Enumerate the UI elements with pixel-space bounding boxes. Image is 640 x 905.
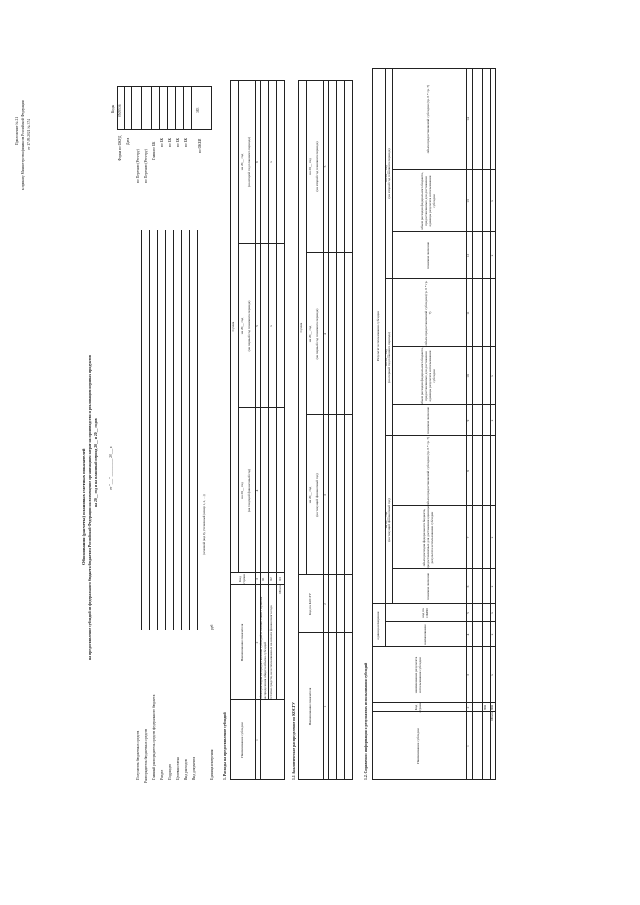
s12-num: 11 (466, 311, 471, 315)
s12-num: 12 (466, 253, 471, 258)
s12-col-subsidy: Наименование субсидии (416, 728, 421, 764)
unit-label: Единица измерения: (210, 748, 214, 780)
s1-row-code: 02 (269, 577, 274, 581)
s1-row-code: 01 (261, 577, 266, 581)
s11-col-year2-sub: (на первый год планового периода) (315, 308, 320, 360)
s12-col-unit-okei: код по ОКЕИ (420, 608, 429, 618)
s12-col-result-name: наименование результата использования субсидии (414, 656, 422, 694)
s12-x: х (490, 200, 495, 202)
s12-num: 3 (466, 674, 471, 676)
s12-row-code: 900 (483, 704, 488, 711)
s12-col-unit-name: наименование (422, 624, 427, 645)
s11-col-indicator: Наименование показателя (307, 687, 312, 726)
s1-col-year2-sub: (на первый год планового периода) (247, 300, 252, 352)
s1-row-text: Остатки средств, не использованных на начало финансового года (269, 605, 274, 700)
s11-col-year3-sub: (на второй год планового периода) (315, 141, 320, 192)
s11-num: 4 (322, 333, 327, 335)
s12-x: х (490, 674, 495, 676)
s12-group1-sub: (на текущий финансовый год) (387, 498, 392, 542)
document-subtitle: на предоставление субсидий из федерального бюджета бюджетам Российской Федерации на возмещение организациям затрат на производство и реализацию игровых продуктов (88, 355, 92, 660)
field-target-label: Целевая статья (176, 757, 180, 780)
s12-sub-total: объем предоставляемой субсидии (гр. 6 * гр. 7) (424, 280, 432, 346)
s12-col-results: Результат использования субсидии (375, 310, 380, 362)
field-recipient-label: Получатель бюджетных средств (136, 730, 140, 780)
s11-num: 5 (322, 165, 327, 168)
s1-col-indicator: Наименование показателя (239, 623, 244, 662)
s1-col-year3-sub: (на второй год планового периода) (247, 137, 252, 187)
s1-num: 2 (254, 641, 259, 644)
document-period: на 20__ год и на плановый период 20__ и 20__ годов (94, 418, 98, 507)
document-date: от "___" __________ 20___ г. (109, 445, 113, 490)
s12-x: х (490, 536, 495, 539)
s1-num: 4 (254, 489, 259, 492)
s11-num: 2 (322, 603, 327, 605)
s11-col-kosgu: Код по КОСГУ (307, 593, 312, 615)
date-label: Дата (126, 137, 130, 145)
field-recipient-code: по Перечню (Реестру) (136, 149, 140, 183)
s12-x: х (490, 254, 495, 257)
section11-title: 1.1 Аналитическое распределение по КОСГУ (292, 702, 296, 780)
section12-title: 1.2. Справочно: информация о результатах использования субсидий (364, 662, 368, 780)
document-title: Обоснования (расчеты) плановых сметных показателей (81, 448, 86, 565)
s12-group2-sub: (на первый год планового периода) (387, 332, 392, 383)
s12-sub-total: объем предоставляемой субсидии (гр. 6 * гр. 7) (426, 84, 431, 154)
s1-col-sum: Сумма (231, 321, 236, 332)
s11-num: 3 (322, 494, 327, 496)
s12-group2: на 20__ год (384, 349, 389, 366)
okud-label: Форма по ОКУД (118, 135, 122, 161)
s12-x: х (490, 419, 495, 422)
appendix-number: Приложение № 21 (15, 116, 19, 145)
s12-group1: на 20__ год (384, 511, 389, 529)
field-section-label: Раздел (160, 769, 164, 780)
field-main-distributor-label: Главный распорядитель средств федерального бюджета (152, 694, 156, 780)
s12-sub-volume: объем расходов федерального бюджета, предоставляемых для достижения единицы результата использования субсидии (422, 506, 434, 569)
s1-num: 3 (254, 578, 259, 580)
field-section-code: по БК (160, 137, 164, 147)
s12-col-code: Код строки (414, 702, 422, 713)
field-main-distributor-code: Глава по БК (152, 141, 156, 160)
unit-value: руб (210, 624, 214, 630)
appendix-order: к приказу Министерства финансов Российской Федерации (21, 100, 25, 190)
okei-code: 383 (196, 107, 200, 113)
s12-total-code: 900 (490, 704, 495, 711)
s12-num: 7 (466, 536, 471, 539)
s12-sub-volume: объем расходов федерального бюджета, предоставляемых для достижения единицы результата использования субсидии (420, 347, 436, 405)
s12-x: х (490, 585, 495, 588)
doc-type-note: (основной (код 0), уточненный (номер 1, 2, …)) (202, 494, 206, 555)
s1-x: х (269, 161, 274, 163)
section1-title: 1. Расходы на предоставление субсидий (223, 712, 227, 780)
s12-num: 1 (466, 745, 471, 747)
s1-col-year1-sub: (на текущий финансовый год) (247, 468, 252, 513)
s12-num: 13 (466, 199, 471, 203)
s12-num: 10 (466, 374, 471, 378)
field-doc-type-label: Вид документа (192, 756, 196, 780)
s12-sub-plan: плановое значение (426, 406, 431, 435)
s12-total-label: Итого (490, 712, 495, 721)
s12-col-unit: единица измерения (375, 611, 380, 640)
s1-col-subsidy: Наименование субсидии (239, 722, 244, 758)
s12-x: х (490, 633, 495, 636)
s11-num: 1 (322, 705, 327, 708)
s11-col-year1: на 20__ год (308, 486, 313, 504)
s12-group3-sub: (на второй год планового периода) (387, 148, 392, 199)
field-expense-type-label: Вид расходов (184, 759, 188, 780)
s12-sub-plan: плановое значение (426, 241, 431, 270)
s12-num: 6 (466, 585, 471, 588)
s1-col-code: Код строки (237, 574, 246, 584)
s12-x: х (490, 375, 495, 377)
s11-col-year2: на 20__ год (308, 325, 313, 343)
s12-sub-volume: объем расходов федерального бюджета, предоставляемых для достижения единицы результата использования субсидии (420, 172, 436, 230)
s1-total-code: 03 (277, 577, 282, 581)
appendix-date: от 17.09.2021 № 374 (27, 118, 31, 150)
s1-x: х (269, 325, 274, 327)
field-subsection-label: Подраздел (168, 763, 172, 780)
field-target-code: по БК (176, 137, 180, 147)
s1-num: 5 (254, 325, 259, 327)
field-distributor-code: по Перечню (Реестру) (144, 149, 148, 183)
s12-num: 2 (466, 706, 471, 709)
okud-code: 0505536 (118, 104, 122, 117)
s1-col-year2: на 20__ год (240, 317, 245, 335)
s12-sub-plan: плановое значение (426, 572, 431, 601)
field-distributor-label: Распорядитель бюджетных средств (144, 728, 148, 783)
s12-num: 14 (466, 117, 471, 121)
s1-col-year3: на 20__ год (240, 153, 245, 171)
s11-col-year1-sub: (на текущий финансовый год) (315, 473, 320, 517)
s11-col-sum: Сумма (299, 322, 304, 333)
s1-total-label: Итого (277, 585, 282, 594)
s1-num: 1 (254, 739, 259, 741)
s11-col-year3: на 20__ год (308, 158, 313, 175)
s1-col-year1: на 20__ год (240, 482, 245, 499)
s12-num: 5 (466, 612, 471, 614)
s12-x: х (490, 612, 495, 614)
s12-num: 4 (466, 633, 471, 636)
okei-label: по ОКЕИ (198, 138, 202, 153)
field-subsection-code: по БК (168, 137, 172, 147)
s12-sub-total: объем предоставляемой субсидии (гр. 6 * гр. 7) (426, 436, 431, 506)
codes-title: Коды (111, 104, 115, 113)
s1-num: 6 (254, 161, 259, 163)
s12-group3: на 20__ год (384, 165, 389, 182)
s12-num: 9 (466, 419, 471, 422)
s12-num: 8 (466, 470, 471, 472)
field-expense-type-code: по БК (184, 137, 188, 147)
s1-row-text: Объем расходов на предоставление субсидий в соответствии с пунктом распределения общего объема субсидий (259, 596, 267, 700)
